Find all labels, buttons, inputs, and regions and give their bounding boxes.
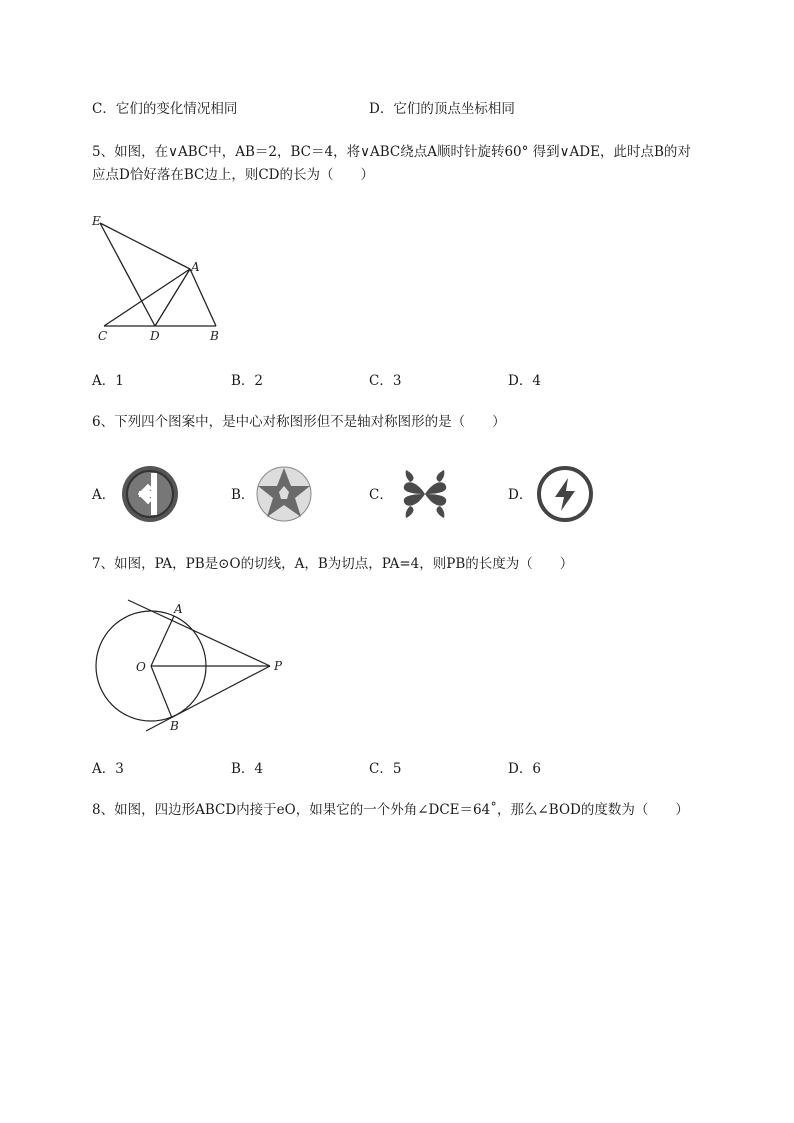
- q5-text-line2: 应点D恰好落在BC边上，则CD的长为（ ）: [92, 167, 374, 183]
- q7-option-d: D．6: [508, 761, 541, 777]
- q6-option-b: B．: [231, 487, 255, 503]
- radius-OB: [151, 666, 172, 718]
- turn-sign-icon: [120, 464, 180, 524]
- q5-text-line1: 5、如图，在∨ABC中，AB＝2，BC＝4，将∨ABC绕点A顺时针旋转60° 得到∨ADE，此时点B的对: [92, 144, 691, 160]
- q4-option-d: D．它们的顶点坐标相同: [369, 101, 515, 117]
- label-D: D: [150, 329, 160, 343]
- radius-OA: [151, 616, 174, 666]
- segment-AB: [190, 269, 216, 326]
- label-B: B: [170, 719, 179, 733]
- q7-option-b: B．4: [231, 761, 264, 777]
- label-O: O: [136, 660, 146, 674]
- pentagram-icon: [254, 464, 314, 524]
- label-B: B: [210, 329, 219, 343]
- q5-option-b: B．2: [231, 373, 264, 389]
- q6-option-c: C．: [369, 487, 393, 503]
- label-A: A: [191, 260, 200, 274]
- q7-option-c: C．5: [369, 761, 402, 777]
- q5-option-a: A．1: [92, 373, 124, 389]
- q6-text: 6、下列四个图案中，是中心对称图形但不是轴对称图形的是（ ）: [92, 414, 506, 430]
- label-P: P: [274, 659, 283, 673]
- tangent-PA: [128, 600, 270, 666]
- four-petal-icon: [396, 464, 454, 524]
- q5-option-c: C．3: [369, 373, 402, 389]
- q5-figure: [88, 210, 238, 350]
- q7-option-a: A．3: [92, 761, 124, 777]
- label-E: E: [92, 214, 101, 228]
- label-A: A: [174, 602, 183, 616]
- q7-text: 7、如图，PA，PB是⊙O的切线，A，B为切点，PA=4，则PB的长度为（ ）: [92, 556, 574, 572]
- lightning-bolt-icon: [535, 464, 595, 524]
- q6-option-d: D．: [508, 487, 533, 503]
- q7-figure: [88, 598, 298, 738]
- q4-option-c: C．它们的变化情况相同: [92, 101, 238, 117]
- label-C: C: [98, 329, 108, 343]
- segment-EA: [100, 223, 190, 269]
- q6-option-a: A．: [92, 487, 116, 503]
- segment-AC: [104, 269, 190, 326]
- q5-option-d: D．4: [508, 373, 541, 389]
- q8-text: 8、如图，四边形ABCD内接于eO，如果它的一个外角∠DCE＝64˚，那么∠BOD的度数为（ ）: [92, 802, 689, 818]
- segment-AD: [155, 269, 190, 326]
